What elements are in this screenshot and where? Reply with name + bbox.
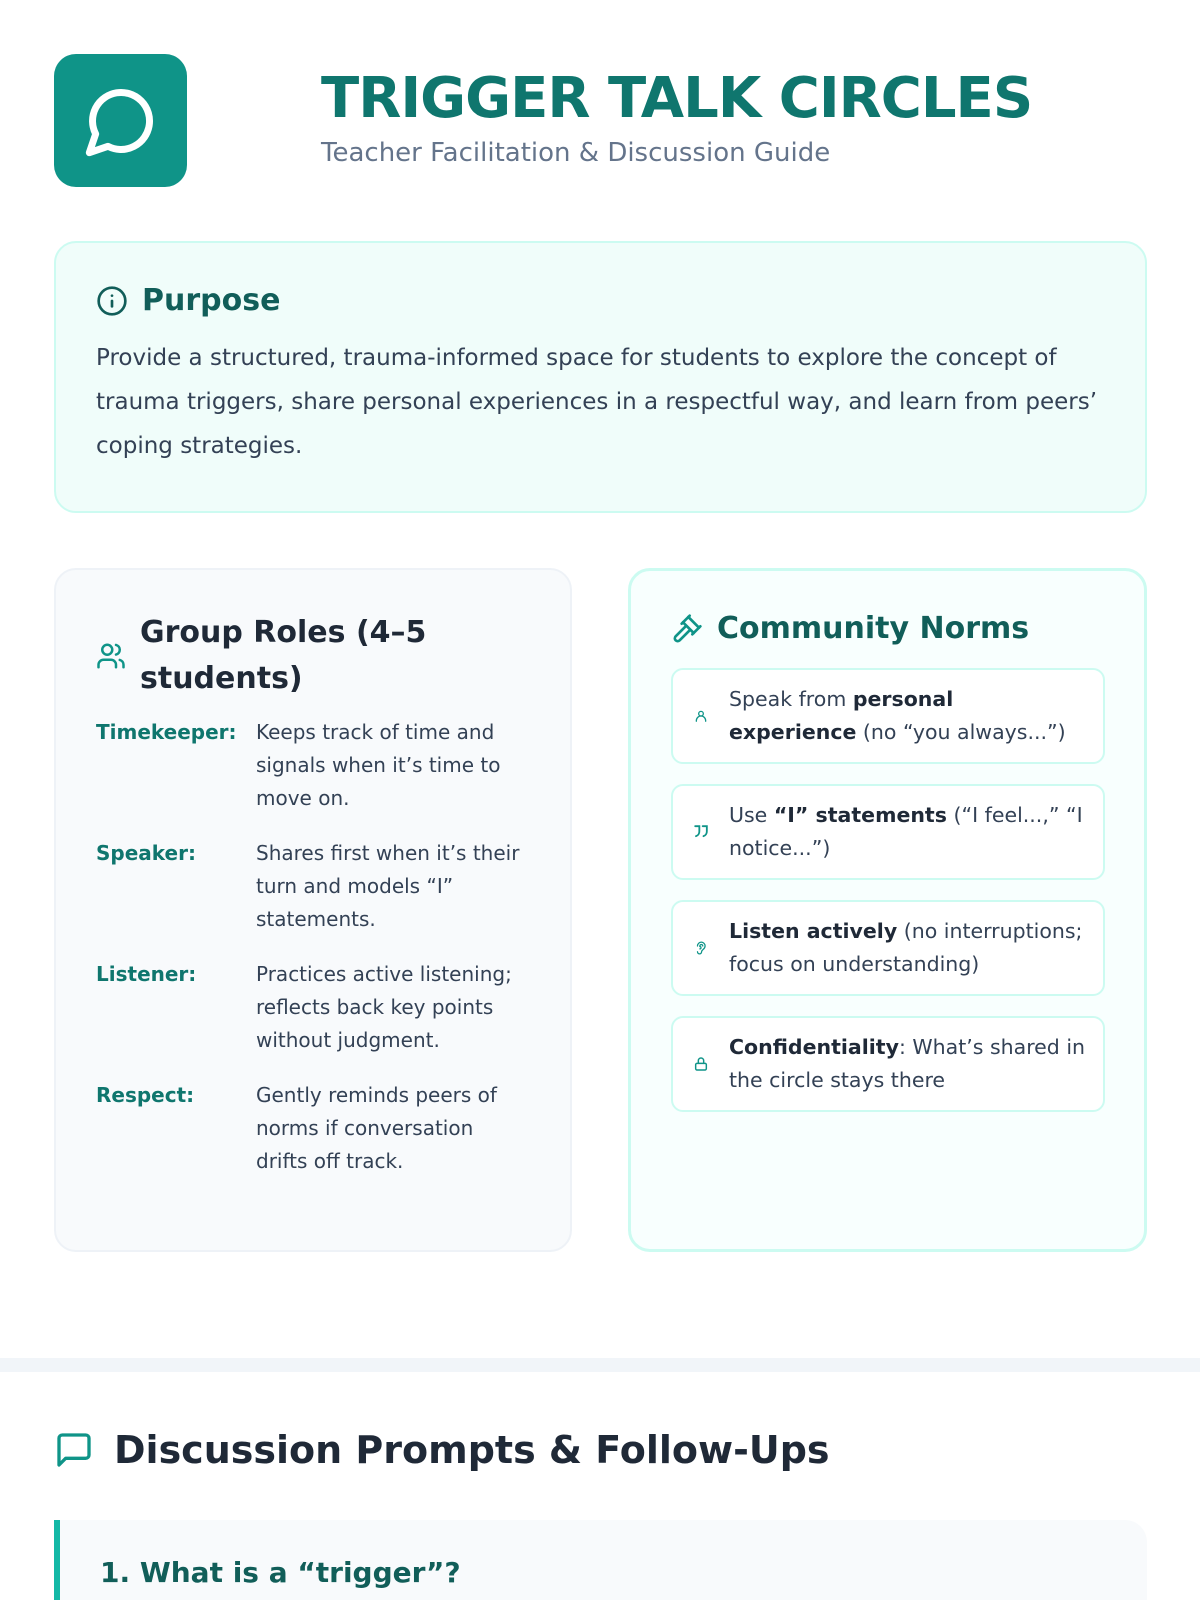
purpose-header	[96, 283, 1105, 318]
prompts-header	[54, 1428, 830, 1472]
norms-list	[671, 668, 1104, 1112]
prompt-question: 1. What is a “trigger”?	[100, 1556, 461, 1589]
norm-item	[671, 1016, 1105, 1112]
page-title: TRIGGER TALK CIRCLES	[321, 66, 1033, 131]
norm-item	[671, 668, 1105, 764]
norm-text-emphasis: “I” statements	[773, 803, 947, 827]
gavel-icon	[671, 613, 703, 645]
norm-item	[671, 784, 1105, 880]
group-roles-title: Group Roles (4–5 students)	[140, 615, 427, 696]
role-row	[96, 837, 530, 936]
role-description: Gently reminds peers of norms if conversation drifts off track.	[256, 1083, 497, 1173]
norm-text	[729, 799, 1085, 865]
group-roles-card	[54, 568, 572, 1252]
purpose-text: Provide a structured, trauma-informed space for students to explore the concept of trauma triggers, share personal experiences in a respectful way, and learn from peers’ coping strategies.	[96, 345, 1098, 459]
group-roles-header	[96, 610, 530, 702]
norm-text	[729, 683, 1085, 749]
norm-text	[729, 1031, 1085, 1097]
message-square-icon	[54, 1430, 94, 1470]
role-description: Practices active listening; reflects back key points without judgment.	[256, 962, 512, 1052]
page-header	[54, 54, 1033, 187]
page-subtitle: Teacher Facilitation & Discussion Guide	[321, 138, 831, 168]
section-divider	[0, 1358, 1200, 1372]
norm-text-tail: (no interruptions; focus on understanding)	[729, 919, 1083, 976]
norm-text-emphasis: Listen actively	[729, 919, 898, 943]
purpose-card	[54, 241, 1147, 513]
speech-bubble-icon	[83, 83, 159, 159]
norm-text-lead: Speak from	[729, 687, 853, 711]
community-norms-header	[671, 611, 1104, 646]
prompt-card	[54, 1520, 1147, 1600]
role-description: Keeps track of time and signals when it’s time to move on.	[256, 720, 501, 810]
role-name: Speaker:	[96, 841, 196, 865]
norm-text-tail: (no “you always...”)	[856, 720, 1066, 744]
norm-text-tail: (“I feel...,” “I notice...”)	[729, 803, 1083, 860]
person-icon	[691, 709, 711, 723]
prompts-title: Discussion Prompts & Follow-Ups	[114, 1428, 830, 1472]
ear-icon	[691, 941, 711, 955]
role-row	[96, 1079, 530, 1178]
role-row	[96, 716, 530, 815]
norm-text-lead: Use	[729, 803, 774, 827]
role-name: Listener:	[96, 962, 197, 986]
title-block	[321, 64, 1081, 168]
logo	[54, 54, 187, 187]
purpose-title: Purpose	[142, 283, 281, 318]
lock-icon	[691, 1056, 711, 1072]
users-icon	[96, 641, 126, 671]
role-name: Timekeeper:	[96, 720, 237, 744]
norm-text-emphasis: personal experience	[729, 687, 954, 744]
role-row	[96, 958, 530, 1057]
info-icon	[96, 285, 128, 317]
norm-item	[671, 900, 1105, 996]
community-norms-card	[628, 568, 1147, 1252]
norm-text	[729, 915, 1085, 981]
norm-text-emphasis: Confidentiality	[729, 1035, 899, 1059]
norm-text-tail: : What’s shared in the circle stays there	[729, 1035, 1086, 1092]
role-name: Respect:	[96, 1083, 195, 1107]
community-norms-title: Community Norms	[717, 611, 1030, 646]
role-description: Shares first when it’s their turn and models “I” statements.	[256, 841, 520, 931]
roles-list	[96, 716, 530, 1178]
quote-icon	[691, 822, 711, 842]
